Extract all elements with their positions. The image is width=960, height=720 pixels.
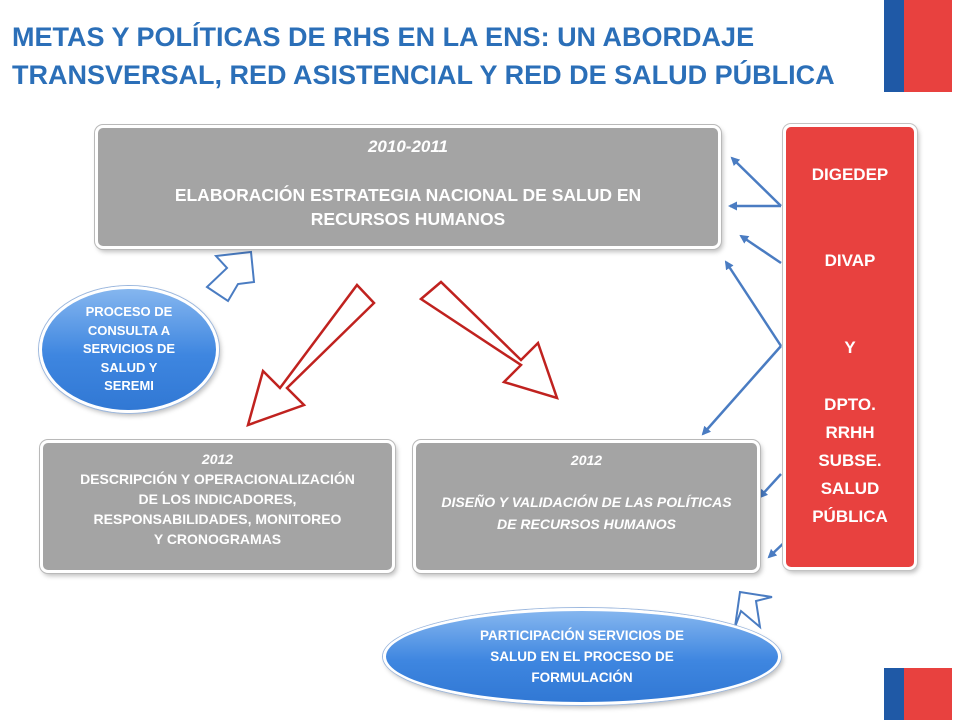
strategy-box <box>95 125 721 249</box>
indicators-line-3: RESPONSABILIDADES, MONITOREO <box>93 511 342 527</box>
strategy-line-1: ELABORACIÓN ESTRATEGIA NACIONAL DE SALUD EN <box>174 185 642 205</box>
unit-y: Y <box>844 338 856 357</box>
feedback-arrow-4 <box>726 262 781 346</box>
participation-oval <box>383 608 781 705</box>
down-arrow-right <box>421 282 557 398</box>
unit-dpto: DPTO. <box>824 395 876 414</box>
consultation-line-1: PROCESO DE <box>85 304 173 320</box>
consultation-line-3: SERVICIOS DE <box>82 341 176 357</box>
feedback-arrow-1 <box>732 158 781 206</box>
consultation-oval <box>39 286 219 413</box>
down-arrow-left <box>248 285 374 425</box>
participation-line-2: SALUD EN EL PROCESO DE <box>490 649 674 664</box>
unit-digedep: DIGEDEP <box>811 165 889 184</box>
consultation-line-5: SEREMI <box>104 378 154 394</box>
responsible-units-box <box>783 124 917 570</box>
indicators-line-1: DESCRIPCIÓN Y OPERACIONALIZACIÓN <box>80 471 355 487</box>
policies-year: 2012 <box>570 452 603 468</box>
up-arrow-bottom <box>735 592 772 627</box>
policies-box <box>413 440 760 573</box>
slide-title-line-2: TRANSVERSAL, RED ASISTENCIAL Y RED DE SALUD PÚBLICA <box>12 60 835 90</box>
indicators-line-2: DE LOS INDICADORES, <box>138 491 297 507</box>
consultation-line-2: CONSULTA A <box>87 322 171 338</box>
policies-line-2: DE RECURSOS HUMANOS <box>497 516 676 532</box>
feedback-arrow-3 <box>741 236 781 263</box>
participation-line-3: FORMULACIÓN <box>531 670 633 685</box>
unit-subse: SUBSE. <box>818 451 882 470</box>
indicators-box <box>40 440 395 573</box>
strategy-line-2: RECURSOS HUMANOS <box>310 209 506 229</box>
participation-line-1: PARTICIPACIÓN SERVICIOS DE <box>479 628 685 643</box>
slide-title-line-1: METAS Y POLÍTICAS DE RHS EN LA ENS: UN ABORDAJE <box>12 22 755 52</box>
unit-publica: PÚBLICA <box>812 507 888 526</box>
consultation-line-4: SALUD Y <box>100 359 158 375</box>
unit-salud: SALUD <box>820 479 880 498</box>
feedback-arrow-6 <box>760 474 781 497</box>
indicators-line-4: Y CRONOGRAMAS <box>153 531 282 547</box>
indicators-year: 2012 <box>201 451 234 467</box>
unit-divap: DIVAP <box>824 251 876 270</box>
up-arrow-left <box>207 252 254 301</box>
feedback-arrow-5 <box>703 346 781 434</box>
policies-line-1: DISEÑO Y VALIDACIÓN DE LAS POLÍTICAS <box>441 494 732 510</box>
unit-rrhh: RRHH <box>825 423 875 442</box>
strategy-year: 2010-2011 <box>367 137 449 156</box>
